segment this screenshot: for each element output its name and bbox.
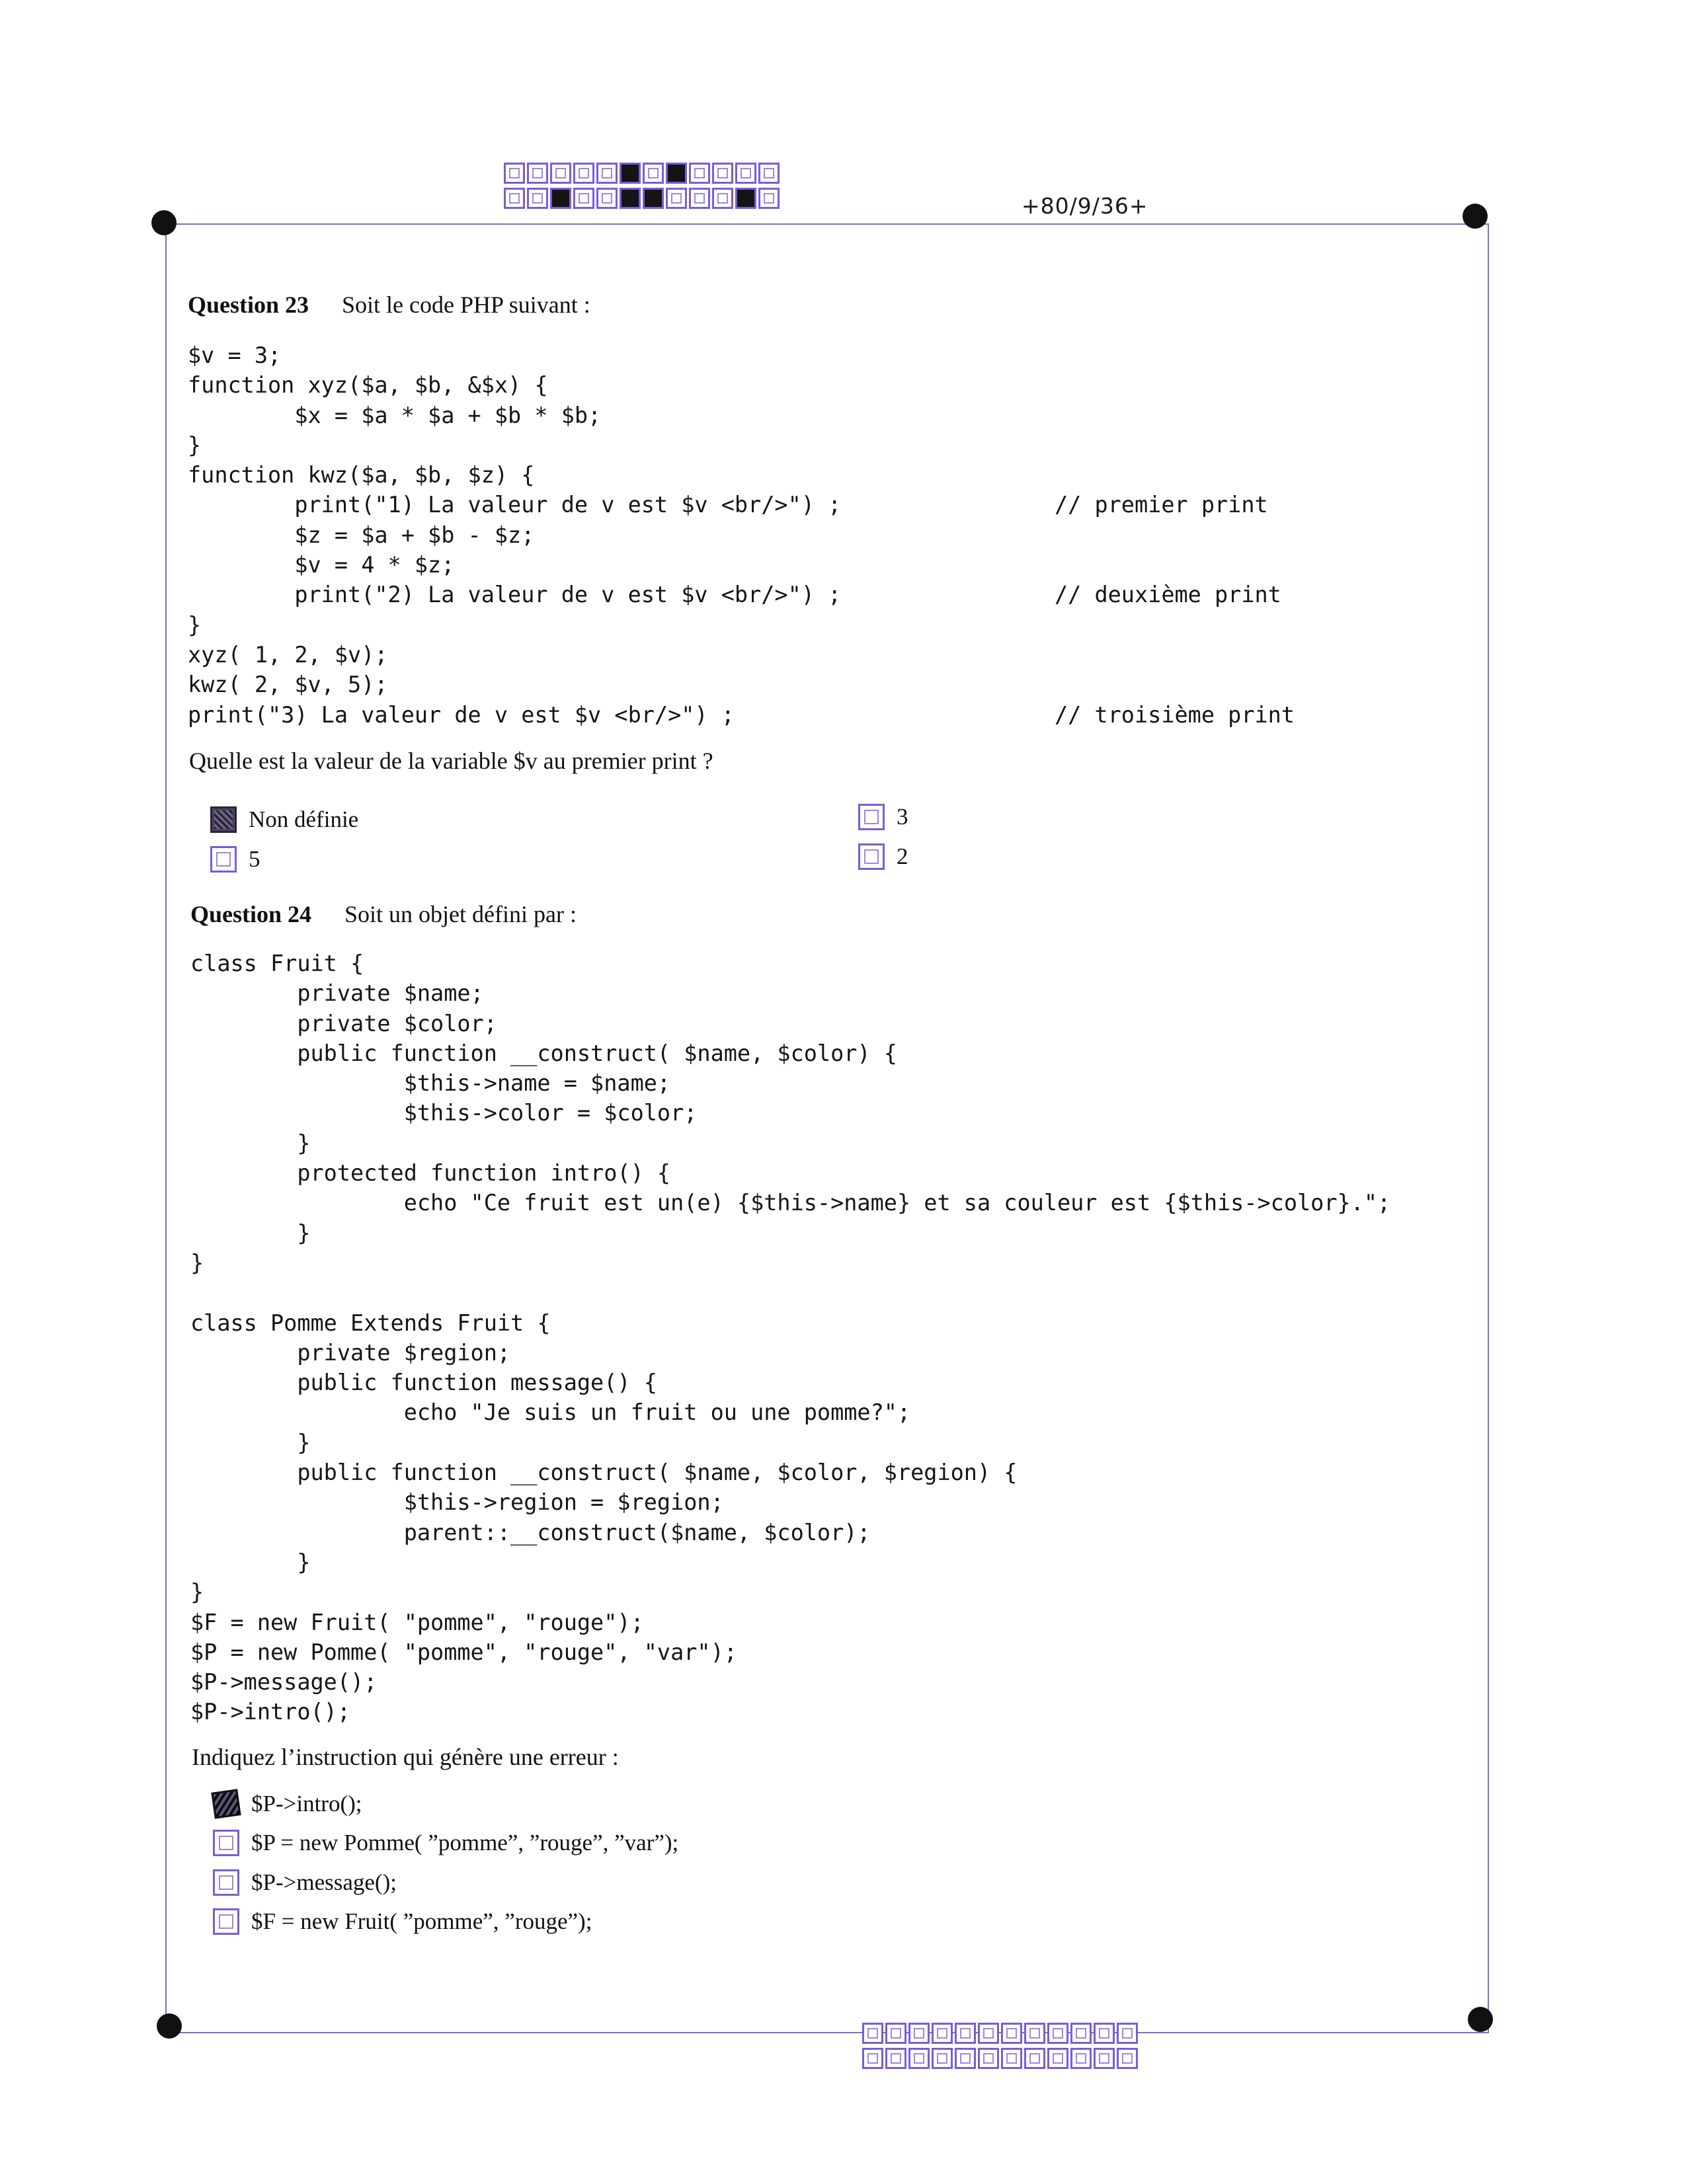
code-cell bbox=[596, 188, 618, 209]
code-cell bbox=[955, 2023, 976, 2044]
question-24-title bbox=[190, 900, 577, 928]
question-intro: Soit le code PHP suivant : bbox=[342, 292, 590, 318]
code-cell bbox=[862, 2023, 883, 2044]
code-cell bbox=[932, 2023, 953, 2044]
code-cell bbox=[573, 188, 594, 209]
bottom-id-code-row bbox=[862, 2023, 1140, 2044]
answer-label: $P->message(); bbox=[251, 1869, 397, 1895]
question-23-code: $v = 3; function xyz($a, $b, &$x) { $x = $a * $a + $b * $b; } function kwz($a, $b, $z) { print("1) La valeur de v est $v <br/>") ; // premier print $z = $a + $b - $z; $v = 4 * $z; print("2) La valeur de v est $v <br/>") ; // deuxième print } xyz( 1, 2, $v); kwz( 2, $v, 5); print("3) La valeur de v est $v <br/>") ; // troisième print bbox=[188, 342, 1295, 728]
code-cell bbox=[862, 2048, 883, 2069]
code-cell bbox=[527, 188, 548, 209]
answer-p-intro[interactable] bbox=[213, 1791, 362, 1817]
answer-3[interactable] bbox=[858, 804, 908, 830]
code-cell bbox=[1047, 2023, 1068, 2044]
top-id-code-row bbox=[504, 188, 782, 209]
code-cell bbox=[735, 163, 756, 184]
code-cell bbox=[932, 2048, 953, 2069]
code-cell bbox=[1094, 2023, 1115, 2044]
checkbox[interactable] bbox=[210, 846, 237, 873]
question-intro: Soit un objet défini par : bbox=[344, 901, 577, 927]
answer-5[interactable] bbox=[210, 846, 261, 873]
code-cell bbox=[1117, 2023, 1138, 2044]
answer-label: Non définie bbox=[249, 806, 359, 832]
answer-2[interactable] bbox=[858, 843, 908, 870]
code-cell bbox=[1070, 2023, 1092, 2044]
corner-mark-top-left bbox=[151, 210, 177, 235]
checkbox[interactable] bbox=[213, 1869, 239, 1896]
code-cell bbox=[504, 188, 525, 209]
code-cell bbox=[550, 163, 571, 184]
code-cell bbox=[712, 188, 733, 209]
code-cell bbox=[758, 163, 780, 184]
code-cell bbox=[689, 188, 710, 209]
checkbox-checked[interactable] bbox=[211, 1789, 241, 1818]
question-number: Question 24 bbox=[190, 901, 312, 927]
code-cell-filled bbox=[620, 188, 641, 209]
code-cell bbox=[1094, 2048, 1115, 2069]
checkbox[interactable] bbox=[213, 1830, 239, 1856]
answer-label: 5 bbox=[249, 846, 261, 872]
answer-new-fruit[interactable] bbox=[213, 1908, 592, 1935]
answer-label: 3 bbox=[897, 804, 908, 830]
code-cell bbox=[712, 163, 733, 184]
code-cell bbox=[1001, 2048, 1022, 2069]
code-cell-filled bbox=[643, 188, 664, 209]
top-id-code bbox=[504, 163, 782, 209]
code-cell bbox=[885, 2048, 906, 2069]
answer-non-definie[interactable] bbox=[210, 806, 358, 833]
code-cell-filled bbox=[735, 188, 756, 209]
code-cell bbox=[1001, 2023, 1022, 2044]
corner-mark-bottom-right bbox=[1468, 2007, 1493, 2032]
checkbox[interactable] bbox=[858, 804, 885, 830]
code-cell bbox=[689, 163, 710, 184]
page-id: +80/9/36+ bbox=[1022, 193, 1148, 219]
top-id-code-row bbox=[504, 163, 782, 184]
question-23-prompt: Quelle est la valeur de la variable $v au premier print ? bbox=[189, 748, 713, 774]
code-cell bbox=[643, 163, 664, 184]
code-cell-filled bbox=[620, 163, 641, 184]
answer-label: $F = new Fruit( ”pomme”, ”rouge”); bbox=[251, 1908, 592, 1934]
code-cell bbox=[908, 2048, 930, 2069]
code-cell-filled bbox=[666, 163, 687, 184]
bottom-id-code-row bbox=[862, 2048, 1140, 2069]
answer-new-pomme[interactable] bbox=[213, 1830, 678, 1856]
code-cell bbox=[666, 188, 687, 209]
code-cell bbox=[1117, 2048, 1138, 2069]
question-24-prompt: Indiquez l’instruction qui génère une erreur : bbox=[192, 1744, 619, 1770]
code-cell bbox=[1070, 2048, 1092, 2069]
code-cell bbox=[758, 188, 780, 209]
checkbox[interactable] bbox=[213, 1908, 239, 1935]
code-cell bbox=[955, 2048, 976, 2069]
code-cell bbox=[885, 2023, 906, 2044]
code-cell bbox=[1024, 2023, 1045, 2044]
question-24-code: class Fruit { private $name; private $color; public function __construct( $name, $color) { $this->name = $name; $this->color = $color; } protected function intro() { echo "Ce fruit est un(e) {$this->name} et sa couleur est {$this->color}."; } } class Pomme Extends Fruit { private $region; public function message() { echo "Je suis un fruit ou une pomme?"; } public function __construct( $name, $color, $region) { $this->region = $region; parent::__construct($name, $color); } } $F = new Fruit( "pomme", "rouge"); $P = new Pomme( "pomme", "rouge", "var"); $P->message(); $P->intro(); bbox=[190, 951, 1391, 1725]
corner-mark-top-right bbox=[1463, 204, 1488, 229]
code-cell bbox=[504, 163, 525, 184]
code-cell bbox=[978, 2023, 999, 2044]
code-cell bbox=[978, 2048, 999, 2069]
question-number: Question 23 bbox=[188, 292, 309, 318]
question-23-title bbox=[188, 291, 590, 319]
answer-p-message[interactable] bbox=[213, 1869, 397, 1896]
answer-label: $P = new Pomme( ”pomme”, ”rouge”, ”var”); bbox=[251, 1830, 679, 1855]
code-cell bbox=[596, 163, 618, 184]
code-cell bbox=[908, 2023, 930, 2044]
answer-label: 2 bbox=[897, 843, 908, 869]
corner-mark-bottom-left bbox=[157, 2013, 182, 2039]
checkbox-checked[interactable] bbox=[210, 806, 237, 833]
answer-label: $P->intro(); bbox=[251, 1791, 362, 1816]
code-cell bbox=[573, 163, 594, 184]
checkbox[interactable] bbox=[858, 843, 885, 870]
code-cell bbox=[527, 163, 548, 184]
code-cell bbox=[1047, 2048, 1068, 2069]
code-cell-filled bbox=[550, 188, 571, 209]
bottom-id-code bbox=[862, 2023, 1140, 2069]
code-cell bbox=[1024, 2048, 1045, 2069]
